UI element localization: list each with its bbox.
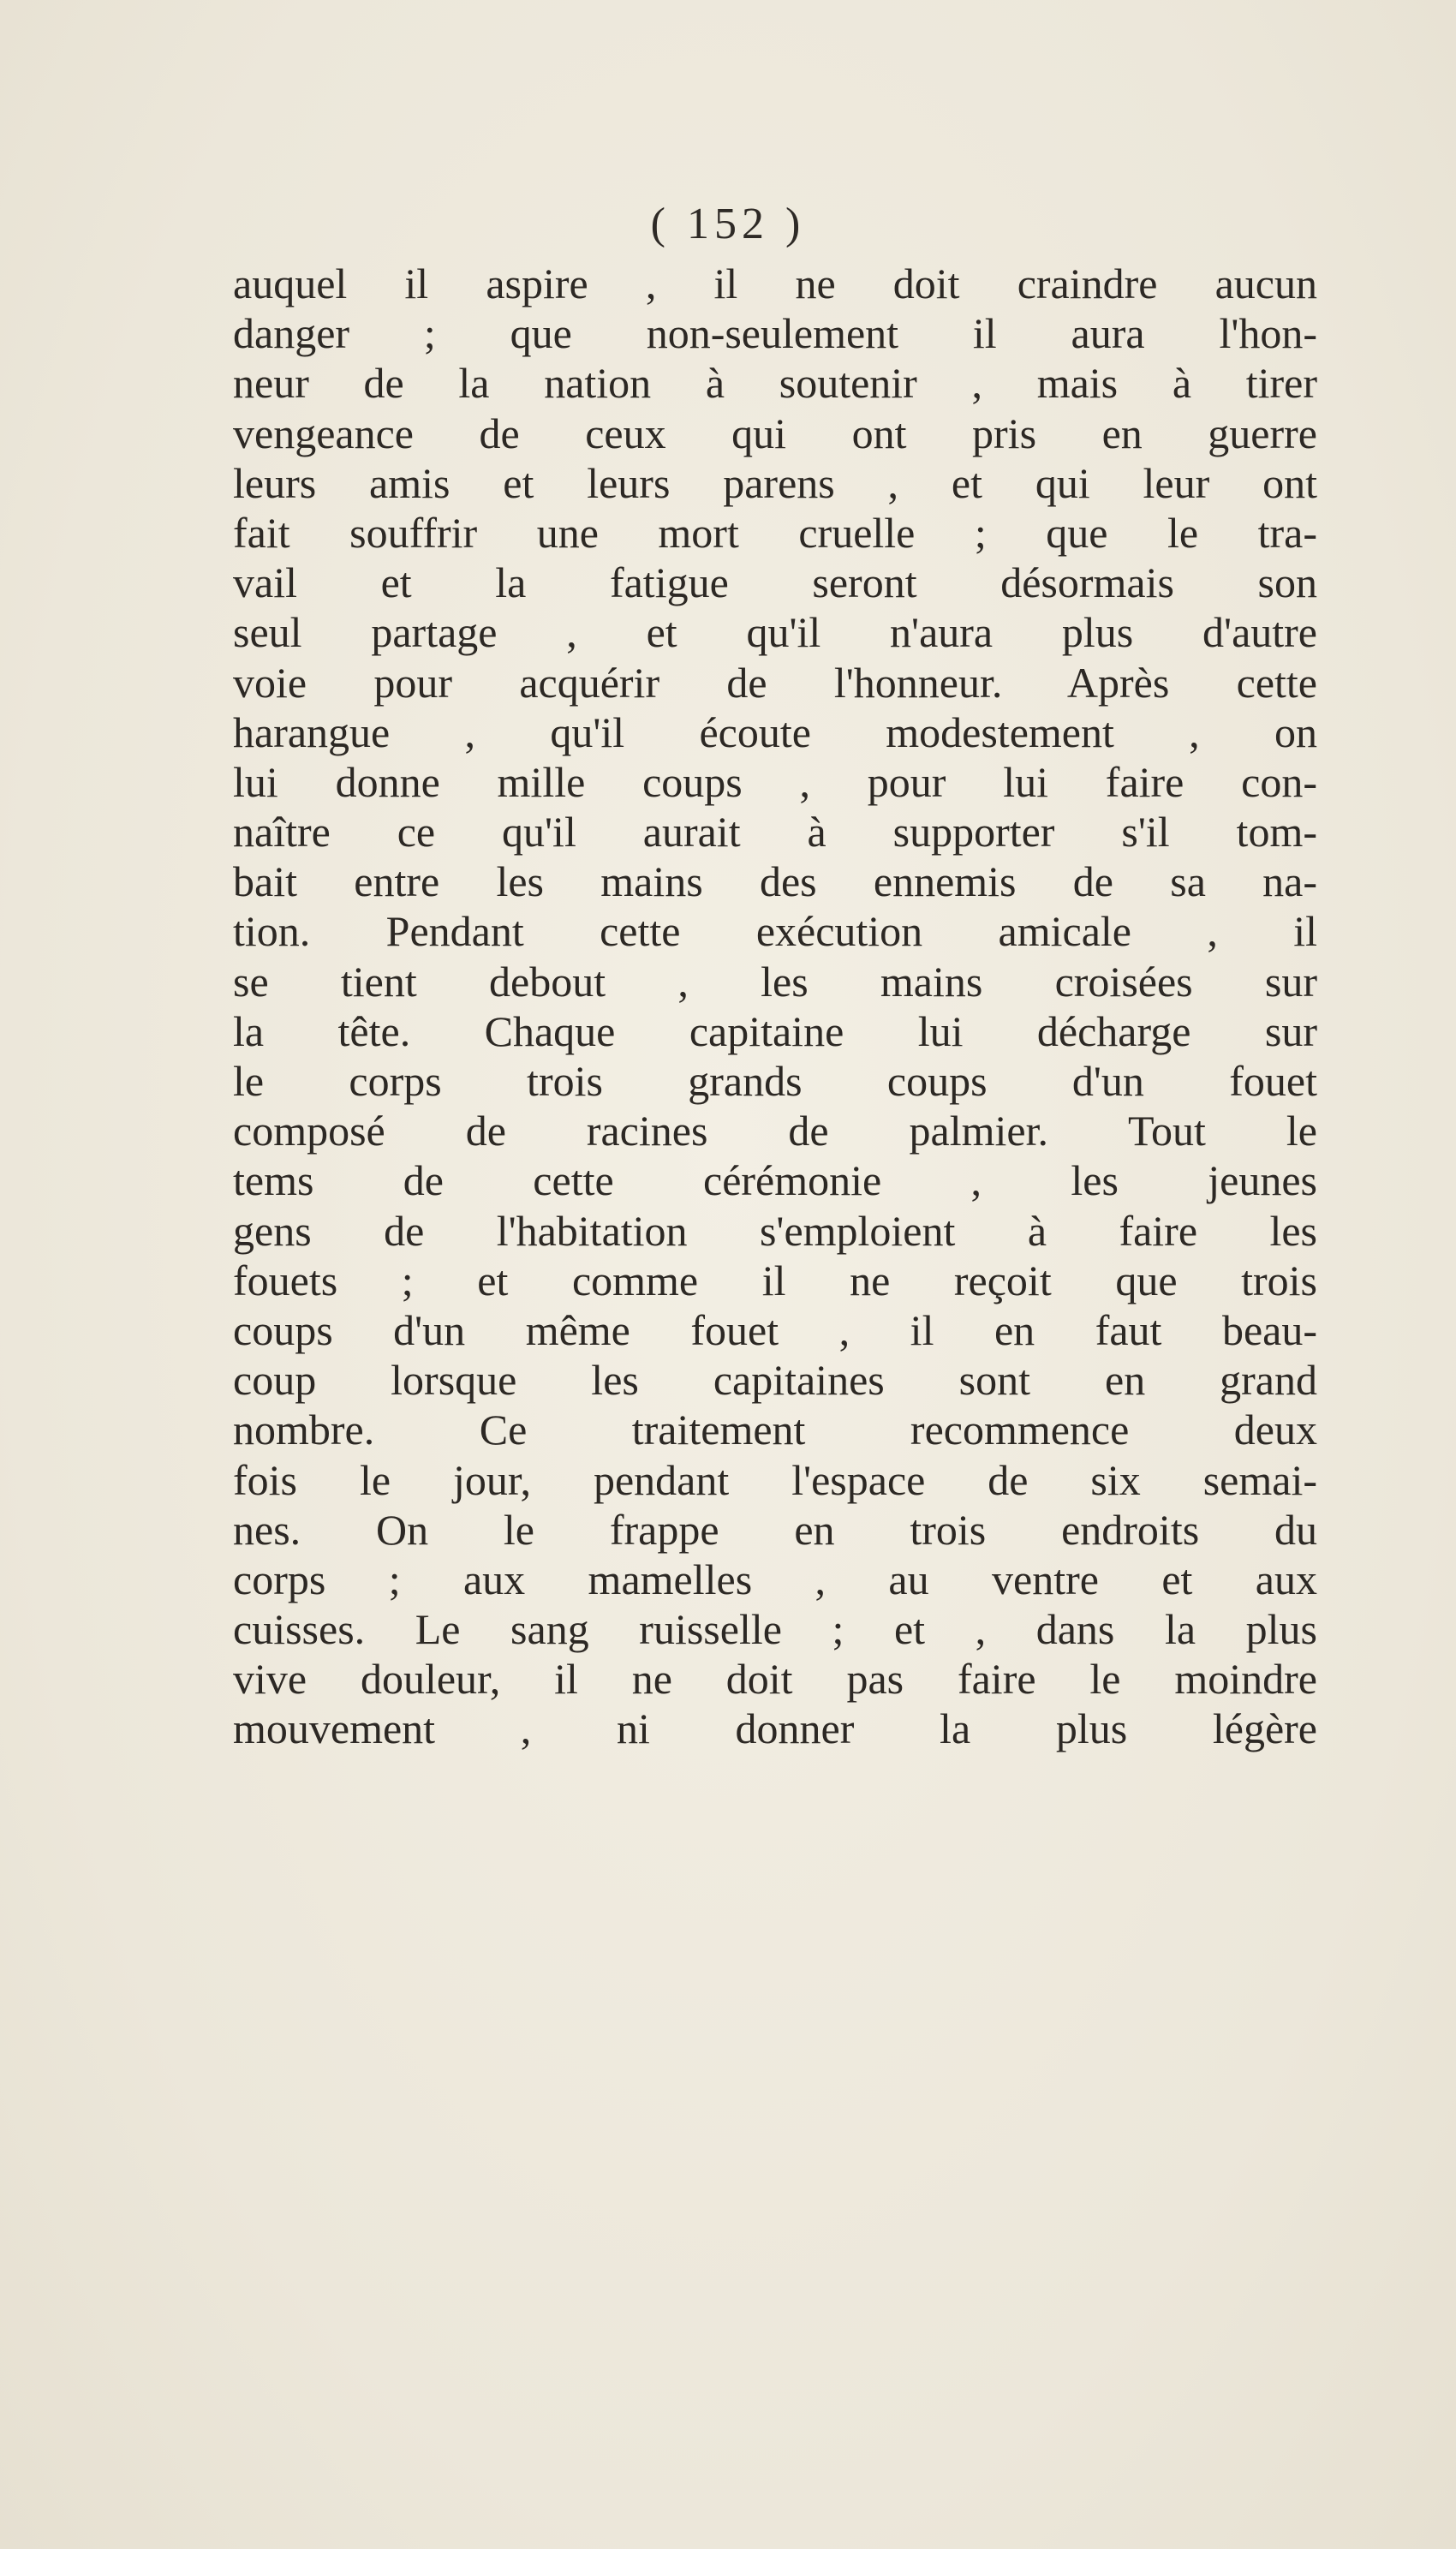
text-line: lui donne mille coups , pour lui faire con-	[233, 757, 1317, 806]
text-line: tems de cette cérémonie , les jeunes	[233, 1156, 1317, 1205]
text-line: fait souffrir une mort cruelle ; que le tra-	[233, 508, 1317, 557]
text-line: composé de racines de palmier. Tout le	[233, 1107, 1317, 1155]
body-text	[233, 259, 1317, 1754]
text-line: nombre. Ce traitement recommence deux	[233, 1406, 1317, 1454]
text-line: leurs amis et leurs parens , et qui leur ont	[233, 458, 1317, 507]
text-line: tion. Pendant cette exécution amicale , il	[233, 907, 1317, 956]
text-line: auquel il aspire , il ne doit craindre aucun	[233, 260, 1317, 307]
text-line: gens de l'habitation s'emploient à faire les	[233, 1206, 1317, 1255]
text-line: nes. On le frappe en trois endroits du	[233, 1505, 1317, 1554]
text-line: danger ; que non-seulement il aura l'hon-	[233, 309, 1317, 358]
text-line: fois le jour, pendant l'espace de six semai-	[233, 1455, 1317, 1504]
text-line: se tient debout , les mains croisées sur	[233, 957, 1317, 1006]
text-line: vive douleur, il ne doit pas faire le moindre	[233, 1655, 1317, 1704]
text-line: mouvement , ni donner la plus légère	[233, 1704, 1317, 1753]
text-line: corps ; aux mamelles , au ventre et aux	[233, 1555, 1317, 1603]
page-number: ( 152 )	[650, 200, 806, 248]
text-line: la tête. Chaque capitaine lui décharge sur	[233, 1006, 1317, 1055]
text-line: coup lorsque les capitaines sont en grand	[233, 1356, 1317, 1405]
text-line: bait entre les mains des ennemis de sa na-	[233, 857, 1317, 906]
text-line: naître ce qu'il aurait à supporter s'il tom-	[233, 808, 1317, 857]
text-line: fouets ; et comme il ne reçoit que trois	[233, 1256, 1317, 1304]
text-line: cuisses. Le sang ruisselle ; et , dans la plus	[233, 1605, 1317, 1654]
text-line: harangue , qu'il écoute modestement , on	[233, 707, 1317, 756]
text-line: vengeance de ceux qui ont pris en guerre	[233, 409, 1317, 457]
text-line: seul partage , et qu'il n'aura plus d'autre	[233, 608, 1317, 657]
text-line: neur de la nation à soutenir , mais à tirer	[233, 359, 1317, 408]
text-line: le corps trois grands coups d'un fouet	[233, 1057, 1317, 1105]
text-line: vail et la fatigue seront désormais son	[233, 558, 1317, 607]
text-line: coups d'un même fouet , il en faut beau-	[233, 1305, 1317, 1354]
text-line: voie pour acquérir de l'honneur. Après cette	[233, 658, 1317, 707]
